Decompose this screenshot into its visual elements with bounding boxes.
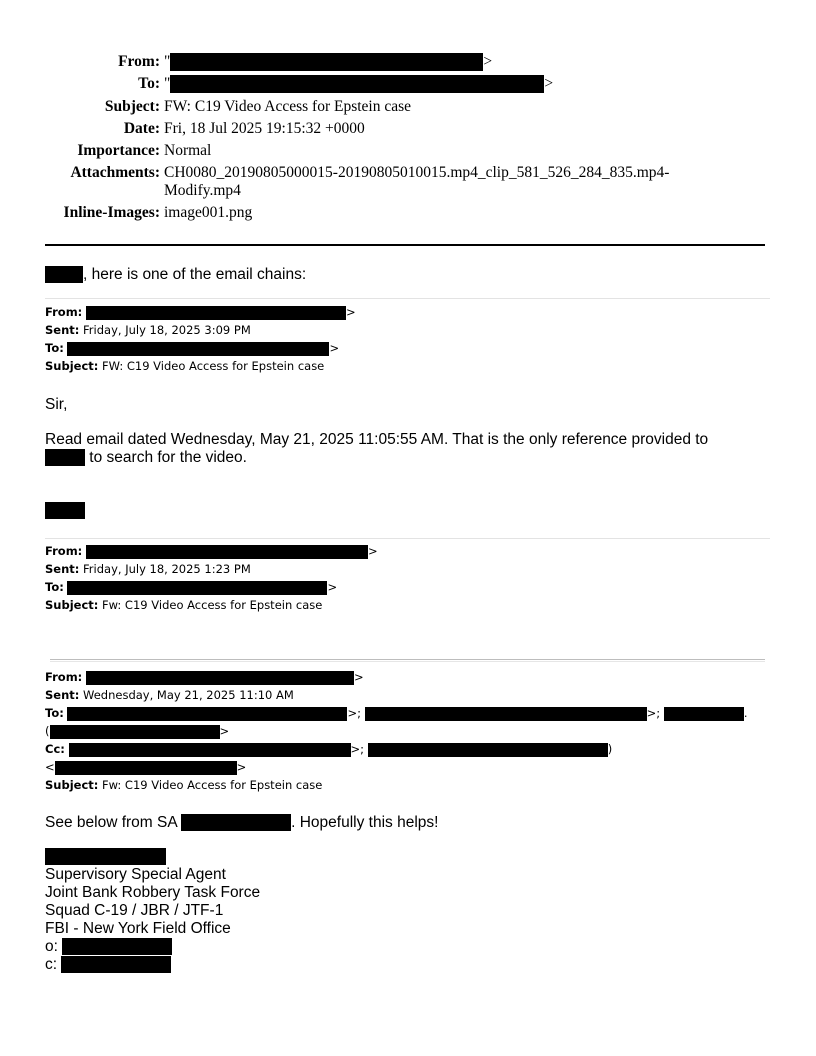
redaction-box	[45, 449, 85, 466]
msg3-cc-angle: <	[45, 760, 55, 774]
msg1-sent-label: Sent:	[45, 323, 80, 337]
redaction-box	[86, 545, 368, 559]
header-to-bracket: >	[544, 75, 554, 92]
header-subject-row	[0, 98, 816, 120]
sig-unit: Joint Bank Robbery Task Force	[45, 884, 261, 901]
redaction-box	[67, 707, 347, 721]
header-date-label: Date:	[123, 120, 160, 137]
msg2-to-label: To:	[45, 580, 64, 594]
header-attachments-value	[164, 164, 724, 200]
msg2-from-bracket: >	[367, 544, 378, 558]
msg3-cc-end: )	[607, 742, 613, 756]
msg2-subject-label: Subject:	[45, 598, 99, 612]
header-from-value	[164, 53, 724, 71]
header-from-label: From:	[118, 53, 160, 70]
header-to-row	[0, 75, 816, 97]
msg1-body-line-1: Read email dated Wednesday, May 21, 2025 11:05:55 AM. That is the only reference provided to	[45, 431, 709, 448]
msg3-from-row	[45, 668, 364, 686]
header-from-row	[0, 53, 816, 75]
msg3-to-bracket: >	[219, 724, 230, 738]
msg3-subject-row	[45, 776, 322, 794]
msg3-body-prefix: See below from SA	[45, 814, 182, 831]
message-divider	[45, 298, 770, 299]
msg1-subject-label: Subject:	[45, 359, 99, 373]
msg2-subject-value: Fw: C19 Video Access for Epstein case	[102, 598, 323, 612]
msg1-greeting: Sir,	[45, 396, 68, 413]
redaction-box	[55, 761, 237, 775]
message-divider	[45, 538, 770, 539]
msg3-to-label: To:	[45, 706, 64, 720]
msg3-cc-row	[45, 740, 612, 758]
redaction-box	[664, 707, 744, 721]
msg3-subject-label: Subject:	[45, 778, 99, 792]
header-to-value	[164, 75, 724, 93]
sig-office: FBI - New York Field Office	[45, 920, 231, 937]
msg1-from-row	[45, 303, 356, 321]
sig-cell-phone	[45, 956, 171, 974]
redaction-box	[61, 956, 171, 973]
sig-title: Supervisory Special Agent	[45, 866, 226, 883]
header-subject-value: FW: C19 Video Access for Epstein case	[164, 98, 412, 115]
redaction-box	[67, 342, 329, 356]
msg2-subject-row	[45, 596, 322, 614]
redaction-box	[62, 938, 172, 955]
msg3-to-separator: >;	[347, 706, 361, 720]
redaction-box	[45, 266, 83, 283]
header-to-quote: "	[164, 75, 171, 92]
attachment-line-2: Modify.mp4	[164, 182, 241, 199]
header-attachments-row	[0, 164, 816, 204]
header-attachments-label: Attachments:	[70, 164, 160, 181]
intro-text: , here is one of the email chains:	[83, 266, 307, 283]
message-3-header	[45, 668, 785, 794]
header-from-bracket: >	[483, 53, 493, 70]
header-to-label: To:	[138, 75, 160, 92]
header-importance-value: Normal	[164, 142, 212, 159]
msg2-to-bracket: >	[327, 580, 338, 594]
message-1-header	[45, 303, 785, 375]
msg1-to-row	[45, 339, 339, 357]
msg3-cc-label: Cc:	[45, 742, 65, 756]
msg3-sent-value: Wednesday, May 21, 2025 11:10 AM	[83, 688, 294, 702]
msg3-subject-value: Fw: C19 Video Access for Epstein case	[102, 778, 323, 792]
redaction-box	[86, 671, 354, 685]
msg3-body-suffix: . Hopefully this helps!	[291, 814, 439, 831]
msg3-cc-bracket: >	[236, 760, 247, 774]
msg1-from-bracket: >	[345, 305, 356, 319]
redaction-box	[365, 707, 647, 721]
header-from-quote: "	[164, 53, 171, 70]
header-date-value: Fri, 18 Jul 2025 19:15:32 +0000	[164, 120, 365, 137]
intro-line	[45, 266, 306, 284]
msg3-to-paren: (	[45, 724, 50, 738]
msg3-to-separator: >;	[646, 706, 661, 720]
msg3-cc-continued	[45, 758, 246, 776]
message-divider	[50, 659, 765, 660]
header-inline-images-row	[0, 204, 816, 226]
msg1-body-line-2	[45, 449, 247, 467]
msg3-cc-separator: >;	[350, 742, 365, 756]
sig-squad: Squad C-19 / JBR / JTF-1	[45, 902, 224, 919]
header-inline-images-value: image001.png	[164, 204, 253, 221]
redacted-signature	[45, 502, 85, 519]
sig-c-label: c:	[45, 956, 58, 973]
msg1-sent-row	[45, 321, 251, 339]
msg1-sent-value: Friday, July 18, 2025 3:09 PM	[83, 323, 251, 337]
message-divider-shadow	[50, 661, 765, 662]
redaction-box	[50, 725, 220, 739]
redaction-box	[181, 814, 291, 831]
msg2-sent-row	[45, 560, 251, 578]
msg1-body-line-2-text: to search for the video.	[85, 449, 247, 466]
redaction-box	[86, 306, 346, 320]
sig-office-phone	[45, 938, 172, 956]
redaction-box	[67, 581, 327, 595]
header-subject-label: Subject:	[104, 98, 160, 115]
msg1-from-label: From:	[45, 305, 83, 319]
msg2-from-label: From:	[45, 544, 83, 558]
msg3-from-label: From:	[45, 670, 83, 684]
msg2-to-row	[45, 578, 337, 596]
msg1-to-label: To:	[45, 341, 64, 355]
msg3-from-bracket: >	[353, 670, 364, 684]
header-importance-row	[0, 142, 816, 164]
sig-o-label: o:	[45, 938, 58, 955]
msg2-sent-label: Sent:	[45, 562, 80, 576]
msg2-from-row	[45, 542, 378, 560]
msg3-to-row	[45, 704, 747, 722]
msg1-to-bracket: >	[329, 341, 340, 355]
msg1-subject-row	[45, 357, 324, 375]
header-divider	[45, 244, 765, 246]
msg3-to-continued	[45, 722, 229, 740]
message-2-header	[45, 542, 785, 614]
msg1-subject-value: FW: C19 Video Access for Epstein case	[102, 359, 325, 373]
redaction-box	[170, 53, 483, 71]
msg2-sent-value: Friday, July 18, 2025 1:23 PM	[83, 562, 251, 576]
msg3-body-line	[45, 814, 438, 832]
redaction-box	[69, 743, 351, 757]
redaction-box	[368, 743, 608, 757]
header-date-row	[0, 120, 816, 142]
header-inline-images-label: Inline-Images:	[63, 204, 160, 221]
msg3-sent-row	[45, 686, 294, 704]
redacted-signature-name	[45, 848, 166, 865]
attachment-line-1: CH0080_20190805000015-20190805010015.mp4_clip_581_526_284_835.mp4-	[164, 164, 670, 181]
header-importance-label: Importance:	[77, 142, 160, 159]
msg3-sent-label: Sent:	[45, 688, 80, 702]
redaction-box	[170, 75, 544, 93]
msg3-to-end: .	[743, 706, 748, 720]
